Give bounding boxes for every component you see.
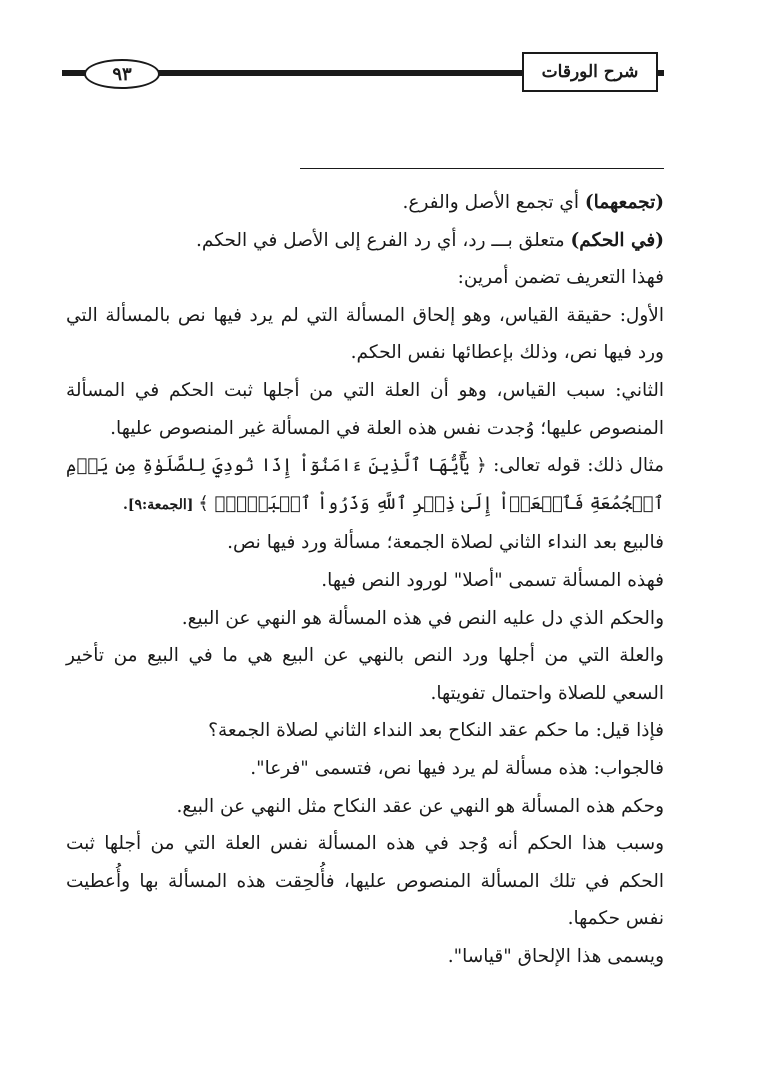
paragraph: الثاني: سبب القياس، وهو أن العلة التي من أجلها ثبت الحكم في المسألة المنصوص عليها؛ وُجدت نفس هذه العلة في المسألة غير المنصوص عليها. <box>66 379 664 439</box>
paragraph: فالجواب: هذه مسألة لم يرد فيها نص، فتسمى "فرعا". <box>250 757 664 779</box>
bold-term: (في الحكم) <box>570 229 664 251</box>
running-title-box <box>522 52 658 92</box>
paragraph-text: متعلق بـــ رد، أي رد الفرع إلى الأصل في الحكم. <box>196 229 571 251</box>
paragraph: فهذا التعريف تضمن أمرين: <box>457 267 664 289</box>
paragraph: ويسمى هذا الإلحاق "قياسا". <box>447 945 664 967</box>
page-number-oval <box>84 59 160 89</box>
page-number: ٩٣ <box>112 63 132 85</box>
paragraph: وحكم هذه المسألة هو النهي عن عقد النكاح مثل النهي عن البيع. <box>176 795 664 817</box>
paragraph: فهذه المسألة تسمى "أصلا" لورود النص فيها. <box>321 569 664 591</box>
page-body <box>66 184 664 975</box>
paragraph: والعلة التي من أجلها ورد النص بالنهي عن البيع هي ما في البيع من تأخير السعي للصلاة واحتمال تفويتها. <box>66 645 664 704</box>
header-separator <box>300 168 664 169</box>
paragraph: والحكم الذي دل عليه النص في هذه المسألة هو النهي عن البيع. <box>181 607 664 629</box>
paragraph <box>66 184 664 222</box>
paragraph: الأول: حقيقة القياس، وهو إلحاق المسألة التي لم يرد فيها نص بالمسألة التي ورد فيها نص، وذلك بإعطائها نفس الحكم. <box>66 304 664 364</box>
paragraph: فالبيع بعد النداء الثاني لصلاة الجمعة؛ مسألة ورد فيها نص. <box>227 532 664 554</box>
example-prefix: مثال ذلك: قوله تعالى: <box>486 455 664 477</box>
verse-reference: [الجمعة:٩]. <box>123 496 199 513</box>
page-header <box>0 0 758 110</box>
paragraph: فإذا قيل: ما حكم عقد النكاح بعد النداء الثاني لصلاة الجمعة؟ <box>208 720 664 742</box>
running-title: شرح الورقات <box>541 62 639 82</box>
quran-verse: ﴿ يَٰٓأَيُّهَا ٱلَّذِينَ ءَامَنُوٓاْ إِذَا نُودِيَ لِلصَّلَوٰةِ مِن يَوۡمِ ٱلۡجُمُعَةِ فَٱسۡعَوۡاْ إِلَىٰ ذِكۡرِ ٱللَّهِ وَذَرُواْ ٱلۡبَيۡعَۚ ﴾ <box>66 455 664 514</box>
bold-term: (تجمعهما) <box>584 192 664 213</box>
paragraph-text: أي تجمع الأصل والفرع. <box>402 192 585 213</box>
paragraph: وسبب هذا الحكم أنه وُجد في هذه المسألة نفس العلة التي من أجلها ثبت الحكم في تلك المسألة المنصوص عليها، فأُلحِقت هذه المسألة بها وأُعطيت نفس حكمها. <box>66 833 664 930</box>
paragraph <box>66 222 664 260</box>
quran-example <box>66 447 664 524</box>
